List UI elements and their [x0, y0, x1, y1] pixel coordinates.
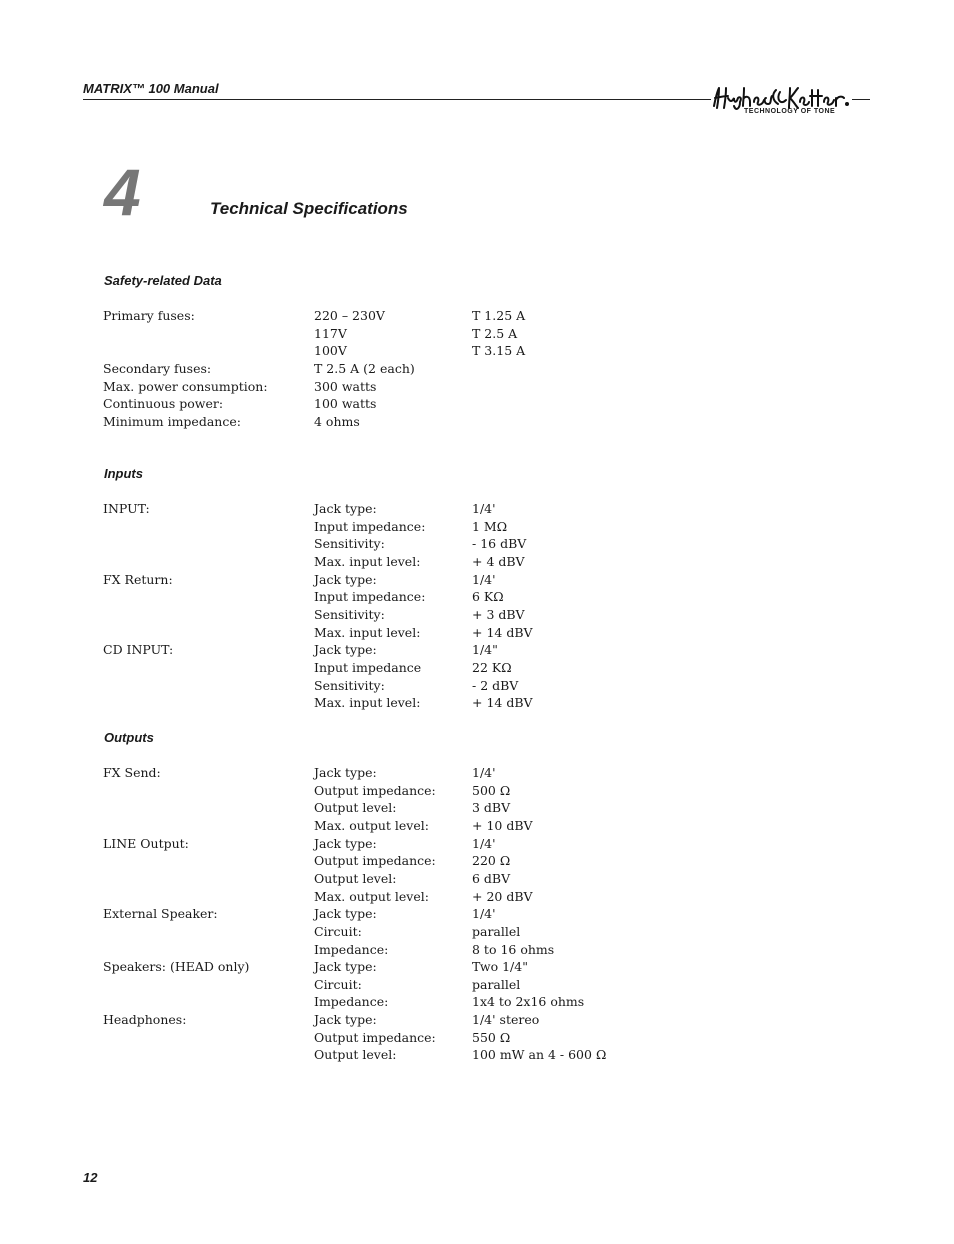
spec-parameter: 220 – 230V	[314, 308, 385, 323]
spec-row	[0, 888, 954, 906]
spec-label: Minimum impedance:	[103, 413, 241, 429]
spec-label: FX Return:	[103, 571, 173, 587]
spec-value: parallel	[472, 923, 521, 939]
spec-label: Secondary fuses:	[103, 360, 212, 376]
spec-value: 1/4'	[472, 835, 496, 851]
spec-value: parallel	[472, 976, 521, 992]
spec-parameter: Jack type:	[314, 501, 377, 516]
spec-row	[0, 677, 954, 695]
spec-parameter: Jack type:	[314, 835, 377, 851]
spec-label: Continuous power:	[103, 396, 224, 412]
spec-row	[0, 958, 954, 976]
spec-parameter: Max. input level:	[314, 553, 421, 569]
spec-value: + 10 dBV	[472, 817, 533, 833]
spec-row	[0, 764, 954, 782]
spec-row	[0, 535, 954, 553]
spec-row	[0, 395, 954, 413]
spec-row	[0, 976, 954, 994]
spec-row	[0, 835, 954, 853]
spec-row	[0, 1046, 954, 1064]
section-title-inputs: Inputs	[104, 466, 143, 481]
spec-row	[0, 923, 954, 941]
spec-row	[0, 1029, 954, 1047]
spec-value: 6 KΩ	[472, 589, 504, 605]
spec-parameter: Max. input level:	[314, 695, 421, 711]
spec-row	[0, 606, 954, 624]
spec-value: 1/4'	[472, 571, 496, 587]
spec-parameter: 117V	[314, 325, 347, 341]
spec-label: INPUT:	[103, 501, 150, 516]
spec-parameter: Output level:	[314, 1047, 397, 1063]
spec-row	[0, 993, 954, 1011]
spec-value: 1/4"	[472, 642, 498, 658]
spec-row	[0, 518, 954, 536]
spec-parameter: Circuit:	[314, 923, 362, 939]
page-number: 12	[83, 1170, 98, 1185]
spec-row	[0, 360, 954, 378]
spec-row	[0, 413, 954, 431]
spec-value: 1/4' stereo	[472, 1012, 540, 1028]
spec-parameter: Input impedance:	[314, 518, 426, 534]
spec-value: 500 Ω	[472, 782, 511, 798]
spec-value: 22 KΩ	[472, 659, 512, 675]
spec-parameter: 4 ohms	[314, 413, 360, 429]
spec-parameter: Jack type:	[314, 1012, 377, 1028]
spec-parameter: Output impedance:	[314, 1029, 436, 1045]
spec-row	[0, 553, 954, 571]
spec-row	[0, 817, 954, 835]
spec-parameter: Output level:	[314, 870, 397, 886]
spec-parameter: Output impedance:	[314, 782, 436, 798]
spec-label: Headphones:	[103, 1012, 187, 1028]
spec-row	[0, 782, 954, 800]
spec-parameter: Max. output level:	[314, 817, 429, 833]
spec-label: External Speaker:	[103, 906, 218, 922]
chapter-title: Technical Specifications	[210, 199, 408, 218]
spec-parameter: T 2.5 A (2 each)	[314, 360, 415, 376]
spec-parameter: Sensitivity:	[314, 536, 385, 552]
spec-label: Max. power consumption:	[103, 378, 268, 394]
manual-title: MATRIX™ 100 Manual	[83, 81, 219, 96]
spec-value: 1/4'	[472, 765, 496, 780]
spec-row	[0, 641, 954, 659]
spec-row	[0, 905, 954, 923]
spec-row	[0, 500, 954, 518]
spec-row	[0, 659, 954, 677]
spec-parameter: Impedance:	[314, 941, 389, 957]
spec-parameter: Jack type:	[314, 959, 377, 975]
spec-row	[0, 307, 954, 325]
spec-value: 6 dBV	[472, 870, 511, 886]
spec-value: T 1.25 A	[472, 308, 526, 323]
spec-parameter: Max. input level:	[314, 624, 421, 640]
spec-parameter: Max. output level:	[314, 888, 429, 904]
spec-parameter: Output impedance:	[314, 853, 436, 869]
spec-label: Speakers: (HEAD only)	[103, 959, 250, 975]
spec-value: 8 to 16 ohms	[472, 941, 555, 957]
spec-value: Two 1/4"	[472, 959, 528, 975]
spec-value: 550 Ω	[472, 1029, 511, 1045]
spec-value: 100 mW an 4 - 600 Ω	[472, 1047, 607, 1063]
header-rule-right	[852, 99, 870, 100]
chapter-number: 4	[104, 155, 141, 229]
spec-value: + 14 dBV	[472, 624, 533, 640]
spec-row	[0, 941, 954, 959]
spec-value: 3 dBV	[472, 800, 511, 816]
spec-parameter: Input impedance	[314, 659, 422, 675]
spec-value: + 20 dBV	[472, 888, 533, 904]
spec-value: - 2 dBV	[472, 677, 519, 693]
spec-value: 1/4'	[472, 906, 496, 922]
logo-tagline: TECHNOLOGY OF TONE	[744, 108, 836, 115]
spec-parameter: Sensitivity:	[314, 606, 385, 622]
header-rule	[83, 99, 711, 100]
spec-value: 1 MΩ	[472, 518, 508, 534]
spec-value: T 2.5 A	[472, 325, 518, 341]
section-title-safety: Safety-related Data	[104, 273, 222, 288]
spec-row	[0, 571, 954, 589]
spec-parameter: Sensitivity:	[314, 677, 385, 693]
spec-parameter: 100V	[314, 343, 347, 359]
spec-row	[0, 378, 954, 396]
spec-row	[0, 870, 954, 888]
spec-value: + 4 dBV	[472, 553, 525, 569]
spec-parameter: Input impedance:	[314, 589, 426, 605]
spec-label: LINE Output:	[103, 835, 189, 851]
spec-parameter: Jack type:	[314, 906, 377, 922]
spec-value: T 3.15 A	[472, 343, 526, 359]
spec-parameter: Output level:	[314, 800, 397, 816]
spec-parameter: Jack type:	[314, 642, 377, 658]
spec-label: CD INPUT:	[103, 642, 174, 658]
spec-value: 1x4 to 2x16 ohms	[472, 994, 585, 1010]
spec-row	[0, 588, 954, 606]
spec-value: + 3 dBV	[472, 606, 525, 622]
spec-value: - 16 dBV	[472, 536, 527, 552]
spec-value: + 14 dBV	[472, 695, 533, 711]
spec-value: 1/4'	[472, 501, 496, 516]
spec-parameter: Jack type:	[314, 571, 377, 587]
spec-parameter: Impedance:	[314, 994, 389, 1010]
spec-row	[0, 694, 954, 712]
spec-row	[0, 852, 954, 870]
spec-row	[0, 1011, 954, 1029]
spec-parameter: 100 watts	[314, 396, 377, 412]
spec-parameter: 300 watts	[314, 378, 377, 394]
spec-label: FX Send:	[103, 765, 161, 780]
spec-row	[0, 342, 954, 360]
spec-row	[0, 325, 954, 343]
spec-row	[0, 624, 954, 642]
spec-row	[0, 799, 954, 817]
section-title-outputs: Outputs	[104, 730, 154, 745]
spec-parameter: Circuit:	[314, 976, 362, 992]
spec-label: Primary fuses:	[103, 308, 195, 323]
spec-parameter: Jack type:	[314, 765, 377, 780]
spec-value: 220 Ω	[472, 853, 511, 869]
